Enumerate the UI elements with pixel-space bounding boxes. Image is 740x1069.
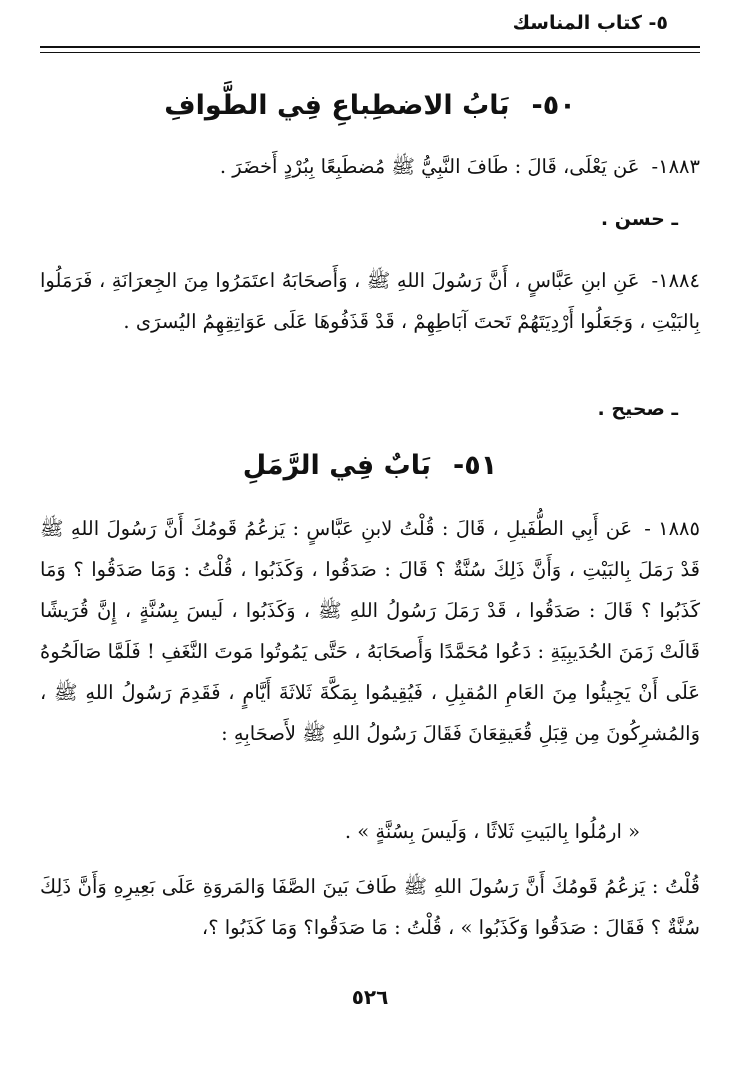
- header-rule-thick: [40, 46, 700, 48]
- chapter-title: بَابٌ فِي الرَّمَلِ: [242, 450, 432, 481]
- chapter-heading-50: [40, 90, 700, 121]
- page-number: ٥٢٦: [351, 985, 389, 1009]
- hadith-1885: [40, 508, 700, 754]
- hadith-number: ١٨٨٥ -: [644, 517, 700, 540]
- chapter-number: ٥١-: [453, 450, 498, 481]
- hadith-text: عَن يَعْلَى، قَالَ : طَافَ النَّبِيُّ ﷺ مُضطَبِعًا بِبُرْدٍ أَخضَرَ .: [219, 155, 640, 178]
- hadith-1883: [40, 146, 700, 187]
- hadith-grade-1884: ـ صحيح .: [597, 398, 678, 420]
- hadith-text: عَن أَبِي الطُّفَيلِ ، قَالَ : قُلْتُ لابنِ عَبَّاسٍ : يَزعُمُ قَومُكَ أَنَّ رَسُولَ اللهِ ﷺ قَدْ رَمَلَ بِالبَيْتِ ، وَأَنَّ ذَلِكَ سُنَّةٌ ؟ قَالَ : صَدَقُوا ، وَكَذَبُوا ، قُلْتُ : وَمَا صَدَقُوا ؟ وَمَا كَذَبُوا ؟ قَالَ : صَدَقُوا ، قَدْ رَمَلَ رَسُولُ اللهِ ﷺ ، وَكَذَبُوا ، لَيسَ بِسُنَّةٍ ، إِنَّ قُرَيشًا قَالَتْ زَمَنَ الحُدَيبِيَةِ : دَعُوا مُحَمَّدًا وَأَصحَابَهُ ، حَتَّى يَمُوتُوا مَوتَ النَّغَفِ ! فَلَمَّا صَالَحُوهُ عَلَى أَنْ يَجِيئُوا مِنَ العَامِ المُقبِلِ ، فَيُقِيمُوا بِمَكَّةَ ثَلاثَةَ أَيَّامٍ ، فَقَدِمَ رَسُولُ اللهِ ﷺ ، وَالمُشرِكُونَ مِن قِبَلِ قُعَيقِعَانَ فَقَالَ رَسُولُ اللهِ ﷺ لأَصحَابِهِ :: [40, 517, 700, 745]
- chapter-heading-51: [40, 450, 700, 481]
- header-rule-thin: [40, 52, 700, 53]
- chapter-title: بَابُ الاضطِباعِ فِي الطَّوافِ: [164, 90, 510, 121]
- running-header: ٥- كتاب المناسك: [512, 12, 668, 34]
- chapter-number: ٥٠-: [531, 90, 576, 121]
- hadith-number: ١٨٨٤-: [651, 269, 700, 292]
- hadith-number: ١٨٨٣-: [651, 155, 700, 178]
- prophetic-quote: « ارمُلُوا بِالبَيتِ ثَلاثًا ، وَلَيسَ بِسُنَّةٍ » .: [344, 820, 640, 843]
- hadith-1885-continuation: قُلْتُ : يَزعُمُ قَومُكَ أَنَّ رَسُولَ اللهِ ﷺ طَافَ بَينَ الصَّفَا وَالمَروَةِ عَلَى بَعِيرِهِ وَأَنَّ ذَلِكَ سُنَّةٌ ؟ فَقَالَ : صَدَقُوا وَكَذَبُوا » ، قُلْتُ : مَا صَدَقُوا؟ وَمَا كَذَبُوا ؟،: [40, 875, 700, 939]
- hadith-1884: [40, 260, 700, 342]
- hadith-grade-1883: ـ حسن .: [600, 208, 678, 230]
- hadith-text: عَنِ ابنِ عَبَّاسٍ ، أَنَّ رَسُولَ اللهِ ﷺ ، وَأَصحَابَهُ اعتَمَرُوا مِنَ الجِعرَانَةِ ، فَرَمَلُوا بِالبَيْتِ ، وَجَعَلُوا أَرْدِيَتَهُمْ تَحتَ آبَاطِهِمْ ، قَدْ قَذَفُوهَا عَلَى عَوَاتِقِهِمُ اليُسرَى .: [40, 269, 700, 333]
